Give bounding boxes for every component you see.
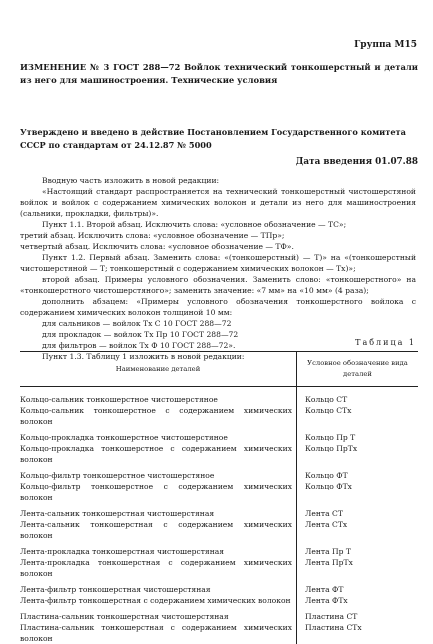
paragraph: «Настоящий стандарт распространяется на технический тонкошерстный чистошерстяной войлок и войлок с содержанием химических волокон и детали из него для машиностроения (сальники, прокладки, фильтры)». — [20, 187, 416, 218]
paragraph: Вводную часть изложить в новой редакции: — [42, 176, 220, 185]
table-row — [20, 595, 418, 606]
group-label: Группа М15 — [354, 40, 417, 50]
table-row — [20, 503, 418, 519]
table-row — [20, 519, 418, 541]
part-name: Кольцо-прокладка тонкошерстное чистошерстяное — [20, 427, 297, 443]
part-code: Кольцо ФТх — [305, 482, 352, 491]
paragraph: третий абзац. Исключить слова: «условное обозначение — ТПр»; — [20, 231, 285, 240]
amendment-body — [20, 175, 416, 362]
part-code: Лента Пр Т — [305, 547, 351, 556]
paragraph: Пункт 1.3. Таблицу 1 изложить в новой редакции: — [42, 352, 245, 361]
part-name: Кольцо-сальник тонкошерстное чистошерстяное — [20, 387, 297, 406]
part-name: Лента-прокладка тонкошерстная чистошерстяная — [20, 541, 297, 557]
part-name: Лента-сальник тонкошерстная с содержанием химических волокон — [20, 519, 297, 541]
table-row — [20, 387, 418, 406]
paragraph: Пункт 1.1. Второй абзац. Исключить слова: «условное обозначение — ТС»; — [42, 220, 347, 229]
part-code: Пластина СТ — [305, 612, 358, 621]
paragraph: дополнить абзацем: «Примеры условного обозначения тонкошерстного войлока с содержанием химических волокон толщиной 10 мм: — [20, 297, 416, 317]
part-code: Лента СТх — [305, 520, 348, 529]
table-row — [20, 481, 418, 503]
part-name: Кольцо-фильтр тонкошерстное с содержанием химических волокон — [20, 481, 297, 503]
part-code: Лента ФТ — [305, 585, 344, 594]
part-name: Пластина-сальник тонкошерстная чистошерстяная — [20, 606, 297, 622]
designation-example: для сальников — войлок Тх С 10 ГОСТ 288—72 — [42, 319, 232, 328]
document-title: ИЗМЕНЕНИЕ № 3 ГОСТ 288—72 Войлок технический тонкошерстный и детали из него для машиностроения. Технические условия — [20, 62, 418, 85]
part-name: Кольцо-прокладка тонкошерстное с содержанием химических волокон — [20, 443, 297, 465]
table-row — [20, 557, 418, 579]
part-name: Лента-фильтр тонкошерстная чистошерстяная — [20, 579, 297, 595]
part-code: Кольцо ПрТх — [305, 444, 358, 453]
table-row — [20, 405, 418, 427]
column-header-code: Условное обозначение вида деталей — [297, 352, 419, 387]
table-row — [20, 606, 418, 622]
approval-statement: Утверждено и введено в действие Постановлением Государственного комитета СССР по стандартам от 24.12.87 № 5000 — [20, 127, 406, 150]
table-row — [20, 579, 418, 595]
part-name: Пластина-сальник тонкошерстная с содержанием химических волокон — [20, 622, 297, 644]
part-code: Кольцо СТ — [305, 395, 348, 404]
part-name: Лента-прокладка тонкошерстная с содержанием химических волокон — [20, 557, 297, 579]
table-row — [20, 427, 418, 443]
part-name: Кольцо-фильтр тонкошерстное чистошерстяное — [20, 465, 297, 481]
part-code: Кольцо СТх — [305, 406, 352, 415]
table-header-row — [20, 352, 418, 387]
table-row — [20, 541, 418, 557]
paragraph: Пункт 1.2. Первый абзац. Заменить слова: «(тонкошерстный) — Т)» на «(тонкошерстный чистошерстяной — Т; тонкошерстный с содержанием химических волокон — Тх)»; — [20, 253, 416, 273]
part-name: Кольцо-сальник тонкошерстное с содержанием химических волокон — [20, 405, 297, 427]
parts-table — [20, 351, 418, 644]
effective-date: Дата введения 01.07.88 — [295, 157, 418, 167]
table-row — [20, 622, 418, 644]
table-row — [20, 465, 418, 481]
column-header-name: Наименование деталей — [20, 352, 297, 387]
table-caption: Таблица 1 — [355, 338, 416, 347]
paragraph: второй абзац. Примеры условного обозначения. Заменить слово: «тонкошерстного» на «тонкошерстного чистошерстяного»; заменить значение: «7 мм» на «10 мм» (4 раза); — [20, 275, 416, 295]
part-code: Кольцо Пр Т — [305, 433, 356, 442]
designation-example: для фильтров — войлок Тх Ф 10 ГОСТ 288—72». — [42, 341, 236, 350]
table-row — [20, 443, 418, 465]
part-name: Лента-сальник тонкошерстная чистошерстяная — [20, 503, 297, 519]
designation-example: для прокладок — войлок Тх Пр 10 ГОСТ 288—72 — [42, 330, 239, 339]
part-code: Пластина СТх — [305, 623, 362, 632]
paragraph: четвертый абзац. Исключить слова: «условное обозначение — ТФ». — [20, 242, 294, 251]
part-code: Кольцо ФТ — [305, 471, 348, 480]
part-code: Лента СТ — [305, 509, 343, 518]
part-code: Лента ПрТх — [305, 558, 353, 567]
part-name: Лента-фильтр тонкошерстная с содержанием химических волокон — [20, 595, 297, 606]
part-code: Лента ФТх — [305, 596, 348, 605]
